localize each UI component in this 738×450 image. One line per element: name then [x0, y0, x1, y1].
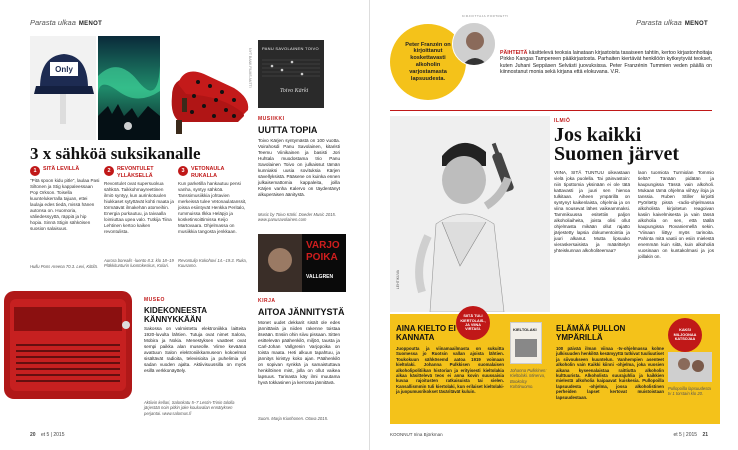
- issue: et 5 | 2015: [40, 432, 65, 438]
- item-3: [178, 166, 248, 235]
- item-number: 3: [178, 166, 188, 176]
- item-2-caption: Aurora borealis -luento 8.3. klo 18–19 Pläkkitunturin luontokeskus, Kolari.: [104, 258, 174, 269]
- left-footer: [30, 432, 65, 438]
- left-headline: 3 x sähköä suksikanalle: [30, 144, 201, 163]
- item-text: "Pitä spoon kidu pitle", laulaa Pasi Siltonen ja Stig kappaleessaan Pop Orkson. Toisella kuuntelukerralla tajuan, ettei laulaja edes tiedä, missä hänen autonsa on. Huomoria, väliedessyyttä, räppiä ja hip hopia. Sinnä Stigin sähköisen suosion salaisuus.: [30, 178, 100, 231]
- section-tag: MENOT: [684, 21, 708, 27]
- museo-title: KIDEKONEESTA KÄNNYKKÄÄN: [144, 306, 207, 324]
- album-cover: [258, 40, 324, 108]
- kirja-label: KIRJA: [258, 298, 276, 304]
- museo-text: Sakossa on valmistettu elektroniikka laitteita 1920-luvulta lähtien. Tutuja ovat nimet Salora, Mobira ja Nokia. Menestyksen vaatteet ovat sempi paikka alan museolle. Viime keväänä avattuun Salon elektroniikkamuseon kokoelmat sisältävät radioita, televisioita ja puhelimia yli sadan vuoden ajalta. Aktiivisuussilla on myös esillä verkkonäyttely.: [144, 326, 246, 373]
- book-title-b: POIKA: [306, 252, 338, 263]
- col-2: laon tuomiota Turmiolan Tommio tieltä? Tänään pidätän ja kaupungissa Tässä vain alkoholi. Mukaan tämä ohjelma viihtyy iloja ja tanssia. Ruben Stiller kirjoitti Pyöritetty pissä -radio-ohjelmassa alkoholista kirjoitetun reagoivan kasiin kaivelmisesta ja vain tässä alkoholia on sen, että täällä kaupungissa Rovaniemellä sekin. "Viinaan liittyy myös tarinoita. Pahinta mitä vaatii on esiin mielestä enemmän kuin siitä, kuin alkoholiä vuosinaan on kuntakolmasi ja jos joillakin on.: [638, 170, 714, 259]
- right-page: [370, 0, 738, 450]
- ilmio-label: ILMIÖ: [554, 118, 571, 124]
- item-title: VETONAULA RUKALLA: [191, 166, 225, 179]
- quote-text: Peter Franzén on kirjoittanut koskettavasti alkoholin varjostamasta lapsuudesta.: [405, 41, 451, 82]
- musiikki-text: Toivo Kärjen syntymästä on 100 vuotta. Voirahosdi Panu Savolainen, kitaristi Teemu Viinikainen ja basisti Jori Huhtala muodostama trio Panu Savolainen Toivo on julkaissut tämän kunniaksi uusia sovituksia Kärjen sävellyksistä. Pääsene on kuinka ennen julkaisemattomia kappaleita, joilla Kärjen vanha Kalervo on täydentänyt alkuperäisen äänitystä.: [258, 138, 340, 197]
- museo-label: MUSEO: [144, 297, 165, 303]
- book1-caption: Johanna Pulkkinen: Kieltolaki. Minerva, Bookolcy Kohtinuomo.: [510, 368, 547, 390]
- box2-illustration: [668, 352, 712, 382]
- photo-row: [30, 36, 252, 140]
- shoes-photo: [164, 36, 252, 140]
- right-footer: [674, 432, 709, 438]
- book1-cover: [510, 322, 542, 364]
- box2-photo: [668, 352, 712, 382]
- musiikki-label: MUSIIKKI: [258, 116, 285, 122]
- box2-caption: Pullopoilla lapsuudesta tv 1 torstain klo 20.: [668, 386, 711, 397]
- right-section-header: [636, 18, 708, 27]
- item-title: REVONTULET YLLÄKSELLÄ: [117, 166, 154, 179]
- left-section-header: [30, 18, 102, 27]
- svg-text:Only: Only: [55, 65, 73, 74]
- section-name: Parasta ulkaa: [30, 18, 76, 27]
- book-author: VALLGREN: [306, 274, 334, 280]
- intro-label: PÄIHTEITÄ: [500, 50, 528, 56]
- book1-title: KIELTOLAKI: [513, 327, 537, 332]
- photo-credit: NYT BANK FILMS ANTTI: [248, 48, 252, 88]
- item-number: 2: [104, 166, 114, 176]
- issue: et 5 | 2015: [673, 432, 698, 438]
- section-name: Parasta ulkaa: [635, 18, 682, 27]
- right-author: KOONNUT Irina Björkman: [390, 432, 443, 437]
- box2-badge: KAKSI MILJOONAA KATSOJAA: [668, 318, 702, 352]
- col-1: VIINA, SITÄ TUNTUU oikeastaan vielä joka puolella. Tai päinvastoin: niin tipottomia yksinään ei ole tätä kattavasti ja juuri sen hienoa tulkitaan. Aiheen ympärillä on syntynyt kaikenlaista, ohjelmia ja on viina nousevat lähes vaikeammaksi. Tammikuussa esitettiin paljon alkoholiaiheita, joista olisi ollut ohjelmasta mikään ollut rajatto järjestetty lapsia dokumentointia ja juuri alkanut. Mutta lipsuuko vieraskersaisista ja määrittelyn yhteiskunnan alkoholiteemaa?: [554, 170, 630, 253]
- album-text: PANU SAVOLAINEN TOIVO: [262, 46, 319, 51]
- item-1-caption: Hullu Pons Areena 70.3. Levi, Kittilä.: [30, 264, 98, 269]
- main-photo-illustration: [390, 116, 550, 312]
- box2-text: 100 päivää ilman viinaa -tv-ohjelmassa kolme julkisuuden henkilöä kesämyyttä tutkivat tuuliuutiset ja siivoukseen kuuntelun. Vanhempien asenteet alkoholin vain Kaikki kiinni -ohjelma, joka vuosien aikana kyseenalaistaa raittiutta alkoholin kulttuurista. Alkoholista suurajuhlia ja kaikkien mielestä alkoholia kaipaavat kuiskesia. Pullopoilla lapsuudesta -ohjelma, jossa alkoholistinen perheiden lapset kertovat muistoistaan lapsuudestaan.: [556, 346, 664, 400]
- item-text: Revontulet ovat supersuokua sähköä. Taikkohmayreettinen ilmiö syntyy, kun aurinkotuulen hiukkaset sytyttävät kohti maata ja törmäävät ilmakehän atomeihin. Energia purkautuu, ja taivaalla loimiuttaa upea valo. Tutkija Tiina Lehtinen kertoo kaiken revontulista.: [104, 181, 174, 234]
- right-headline: Jos kaikki Suomen järvet: [554, 124, 679, 165]
- kirja-title: AITOA JÄNNITYSTÄ: [258, 307, 345, 317]
- kirja-caption: Suom. Marja Kiunhonen. Otava 2015.: [258, 416, 329, 421]
- main-photo: [390, 116, 550, 312]
- page-number: 20: [30, 432, 36, 438]
- cap-illustration: [30, 36, 96, 140]
- item-number: 1: [30, 166, 40, 176]
- aurora-illustration: [98, 36, 160, 140]
- radio-illustration: [0, 285, 140, 405]
- radio-photo: [0, 285, 140, 405]
- box2-title: ELÄMÄÄ PULLON YMPÄRILLÄ: [556, 324, 626, 342]
- box1-badge: SIITÄ TULI KIERTOLAIS-, JA VIINA VIRTASI.: [456, 306, 490, 340]
- item-1: [30, 166, 100, 232]
- musiikki-caption: Music by Toivo Kärki. Doeder Music 2015. www.panusavolainen.com: [258, 212, 337, 223]
- portrait: [452, 22, 496, 66]
- book-cover: [258, 234, 346, 292]
- section-tag: MENOT: [78, 21, 103, 27]
- museo-caption: Aktiivin kellari, Salonkatu 5–7 Lestin-Trinin talolla järjestää noin pitkin joke kouluvalan ennätyksen perjantai. www.salomus.fi: [144, 400, 235, 416]
- item-3-caption: Revontulip Kokohovi 14.–19.3. Ruka, Kuusamo.: [178, 258, 247, 269]
- intro: [500, 50, 712, 76]
- musiikki-title: UUTTA TOPIA: [258, 125, 318, 135]
- portrait-illustration: [453, 23, 496, 66]
- page-number: 21: [702, 432, 708, 438]
- kirja-text: Monet uudet dekkarit sisält ole edes jännittäviä ja niiden rakenne toistaa itseään. Ensiin ohin siivu pissaan. Sitten esittelevän päähenkilö, miljöö, tausta ja Carl-Johan Vallgrenin Varjopoika on toista maata. Heti alkuun tapahtuu, ja jännitys kiristyy koko ajan. Päähenkilö on sopivan synkkä ja samaistuttava henkilöinen mist, jolla on ollut vaikea lapsuus. Tarinasta käy ilmi muutama hyvä tokkasinen ja kerronta jännitävä.: [258, 320, 340, 385]
- cap-photo: [30, 36, 96, 140]
- item-text: Kun parketilla hankautuu pensi vanha, syntyy sähköä. Tanssimusiikkia johtavien merkeissä tulee Vetonaulatanssit, joissa esiintyvät Henkka Peritalo, rummuissa Ilkka Heläpjo ja kosketinsoittimissa Keijo Martovaara. Ohjelmassa on musiikkia tangosta jenkkaan.: [178, 181, 247, 234]
- book-title-a: VARJO: [306, 240, 340, 251]
- box1-text: Juoppoutta ja viinamaailmasta on sukuitta Suomessa jo Ruotsin vallan ajoista lähtien. Toukokuun sähkösemd aatoa 1919 voimaan kieltolaki. Johanna Pulkkisen suomalaisen alkoholipolitiikan historian ja erityisesti kieltolakia aikaa käsittelevä teos ei anna kovin suussaisia kuvaa rajoitusten ratkaisuista tai sielen. Kansallismmin tuli kiertolaki, kun erilaiset kieltolaki- ja juopumusrikokset täsäritävät kuluin.: [396, 346, 504, 395]
- intro-text: käsittelevä teoksia lainataan kirjastoista tasaiseen tahtiin, kertoo kirjastonhoitaja Pirkko Kangas Tampereen pääkirjastosta. Parhaiten kiertävät henkilöön kytkeytyvät teokset, kuten Juhani Seppäsen Selvästi juovuksissa. Peter Franzénin Tummien veden päällä on kiinnostanut monia sekä kirjana että elokuvana. V.R.: [500, 50, 712, 76]
- item-title: SITÄ LEVILLÄ: [43, 166, 80, 172]
- portrait-caption: KIRJOITTAJA PORTRETTI: [462, 14, 509, 18]
- main-photo-credit: LEHTIKUVA: [396, 270, 400, 290]
- intro-rule: [390, 110, 712, 111]
- album-signature: Toivo Kärki: [280, 88, 309, 94]
- aurora-photo: [98, 36, 160, 140]
- item-2: [104, 166, 174, 235]
- box1-title: AINA KIELTO EI KANNATA: [396, 324, 456, 342]
- shoes-illustration: [164, 36, 252, 140]
